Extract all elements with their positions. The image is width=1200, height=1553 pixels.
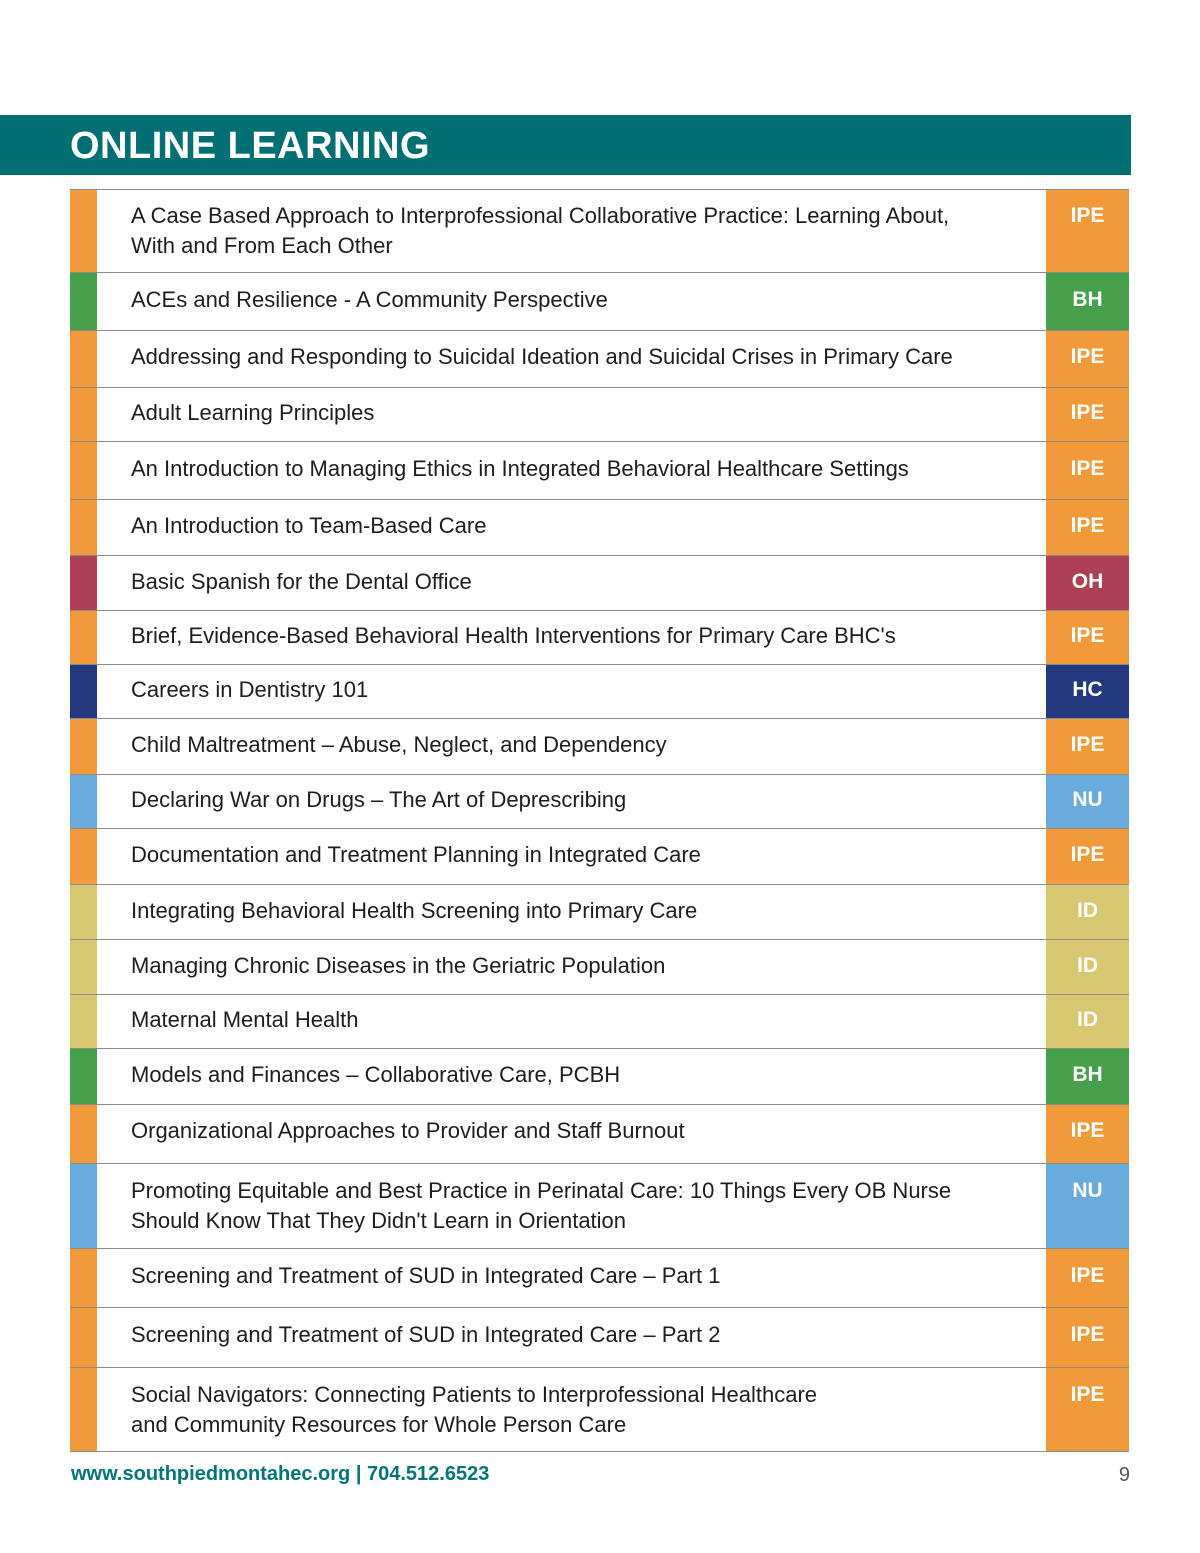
category-color-strip (70, 829, 97, 884)
course-row (70, 1049, 1129, 1105)
course-row (70, 190, 1129, 273)
category-tag: NU (1046, 775, 1129, 828)
category-color-strip (70, 190, 97, 272)
course-row (70, 388, 1129, 442)
category-color-strip (70, 611, 97, 664)
course-row (70, 719, 1129, 775)
category-tag: IPE (1046, 1249, 1129, 1307)
category-tag: IPE (1046, 500, 1129, 555)
course-title: Documentation and Treatment Planning in Integrated Care (131, 842, 701, 867)
section-banner (0, 115, 1131, 175)
category-tag: OH (1046, 556, 1129, 610)
course-row (70, 500, 1129, 556)
course-title: Screening and Treatment of SUD in Integrated Care – Part 1 (131, 1263, 721, 1288)
course-title: Basic Spanish for the Dental Office (131, 569, 472, 594)
category-color-strip (70, 1105, 97, 1163)
course-row (70, 775, 1129, 829)
category-color-strip (70, 940, 97, 994)
category-tag: ID (1046, 885, 1129, 939)
category-color-strip (70, 995, 97, 1048)
course-title: Careers in Dentistry 101 (131, 677, 369, 702)
course-title: Promoting Equitable and Best Practice in Perinatal Care: 10 Things Every OB Nurse Should Know That They Didn't Learn in Orientation (131, 1178, 952, 1233)
category-color-strip (70, 719, 97, 774)
category-tag: BH (1046, 1049, 1129, 1104)
category-color-strip (70, 331, 97, 387)
category-tag: IPE (1046, 388, 1129, 441)
category-tag: IPE (1046, 442, 1129, 499)
page-number: 9 (1118, 1464, 1130, 1486)
category-color-strip (70, 885, 97, 939)
category-tag: IPE (1046, 331, 1129, 387)
course-row (70, 442, 1129, 500)
course-row (70, 885, 1129, 940)
category-color-strip (70, 273, 97, 330)
category-tag: IPE (1046, 719, 1129, 774)
course-title: Models and Finances – Collaborative Care, PCBH (131, 1062, 621, 1087)
course-title: A Case Based Approach to Interprofessional Collaborative Practice: Learning About, With and From Each Other (131, 203, 950, 258)
category-tag: IPE (1046, 190, 1129, 272)
category-tag: IPE (1046, 1368, 1129, 1451)
course-row (70, 273, 1129, 331)
category-color-strip (70, 500, 97, 555)
category-tag: IPE (1046, 611, 1129, 664)
course-title: Social Navigators: Connecting Patients to Interprofessional Healthcare and Community Resources for Whole Person Care (131, 1382, 818, 1437)
course-row (70, 829, 1129, 885)
category-tag: IPE (1046, 1308, 1129, 1367)
course-title: Integrating Behavioral Health Screening into Primary Care (131, 898, 698, 923)
category-color-strip (70, 1164, 97, 1248)
category-tag: NU (1046, 1164, 1129, 1248)
course-row (70, 665, 1129, 719)
course-title: ACEs and Resilience - A Community Perspective (131, 287, 608, 312)
course-row (70, 1164, 1129, 1249)
course-row (70, 940, 1129, 995)
course-row (70, 1105, 1129, 1164)
category-tag: IPE (1046, 829, 1129, 884)
course-row (70, 611, 1129, 665)
category-color-strip (70, 775, 97, 828)
section-title: ONLINE LEARNING (70, 125, 431, 167)
course-title: Managing Chronic Diseases in the Geriatric Population (131, 953, 666, 978)
category-color-strip (70, 665, 97, 718)
course-title: Adult Learning Principles (131, 400, 375, 425)
course-title: An Introduction to Managing Ethics in Integrated Behavioral Healthcare Settings (131, 456, 909, 481)
course-title: Maternal Mental Health (131, 1007, 359, 1032)
course-row (70, 1368, 1129, 1452)
category-color-strip (70, 1368, 97, 1451)
category-color-strip (70, 388, 97, 441)
category-color-strip (70, 1308, 97, 1367)
category-color-strip (70, 442, 97, 499)
course-title: Child Maltreatment – Abuse, Neglect, and Dependency (131, 732, 667, 757)
course-row (70, 1249, 1129, 1308)
category-tag: IPE (1046, 1105, 1129, 1163)
category-tag: ID (1046, 995, 1129, 1048)
category-tag: BH (1046, 273, 1129, 330)
course-title: Brief, Evidence-Based Behavioral Health Interventions for Primary Care BHC's (131, 623, 896, 648)
course-row (70, 1308, 1129, 1368)
course-title: Organizational Approaches to Provider and Staff Burnout (131, 1118, 685, 1143)
course-title: Addressing and Responding to Suicidal Ideation and Suicidal Crises in Primary Care (131, 344, 953, 369)
category-tag: ID (1046, 940, 1129, 994)
course-title: An Introduction to Team-Based Care (131, 513, 487, 538)
course-title: Declaring War on Drugs – The Art of Deprescribing (131, 787, 627, 812)
course-row (70, 556, 1129, 611)
course-row (70, 331, 1129, 388)
category-color-strip (70, 1249, 97, 1307)
category-color-strip (70, 1049, 97, 1104)
footer-contact[interactable]: www.southpiedmontahec.org | 704.512.6523 (71, 1463, 490, 1485)
course-table (70, 189, 1129, 1452)
category-tag: HC (1046, 665, 1129, 718)
course-row (70, 995, 1129, 1049)
course-title: Screening and Treatment of SUD in Integrated Care – Part 2 (131, 1322, 721, 1347)
category-color-strip (70, 556, 97, 610)
